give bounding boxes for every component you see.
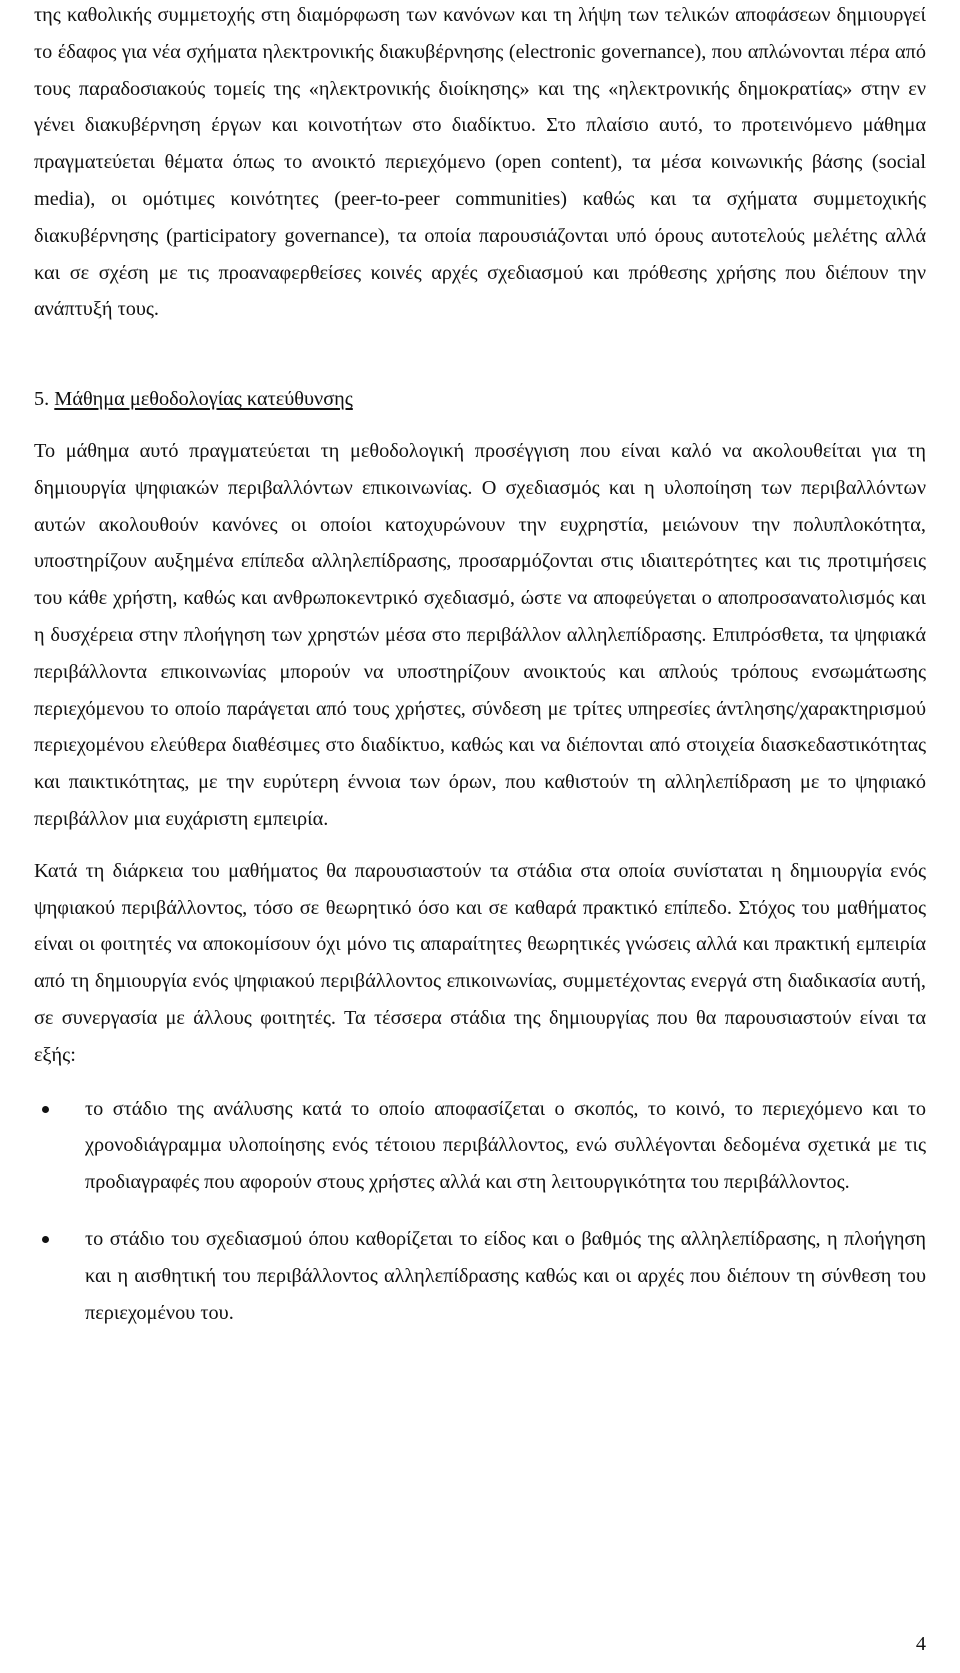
body-paragraph: Το μάθημα αυτό πραγματεύεται τη μεθοδολογική προσέγγιση που είναι καλό να ακολουθείται για τη δημιουργία ψηφιακών περιβαλλόντων επικοινωνίας. Ο σχεδιασμός και η υλοποίηση των περιβαλλόντων αυτών ακολουθούν κανόνες οι οποίοι κατοχυρώνουν την ευχρηστία, μειώνουν την πολυπλοκότητα, υποστηρίζουν αυξημένα επίπεδα αλληλεπίδρασης, προσαρμόζονται στις ιδιαιτερότητες και τις προτιμήσεις του κάθε χρήστη, καθώς και ανθρωποκεντρικό σχεδιασμό, ώστε να αποφεύγεται ο αποπροσανατολισμός και η δυσχέρεια στην πλοήγηση των χρηστών μέσα στο περιβάλλον αλληλεπίδρασης. Επιπρόσθετα, τα ψηφιακά περιβάλλοντα επικοινωνίας μπορούν να υποστηρίζουν ανοικτούς και απλούς τρόπους ενσωμάτωσης περιεχόμενου το οποίο παράγεται από τους χρήστες, σύνδεση με τρίτες υπηρεσίες άντλησης/χαρακτηρισμού περιεχομένου ελεύθερα διαθέσιμες στο διαδίκτυο, καθώς και να διέπονται από στοιχεία διασκεδαστικότητας και παικτικότητας, με την ευρύτερη έννοια των όρων, που καθιστούν τη αλληλεπίδραση με το ψηφιακό περιβάλλον μια ευχάριστη εμπειρία. xyxy=(34,439,926,830)
bullet-icon xyxy=(42,1236,49,1243)
body-paragraph: Κατά τη διάρκεια του μαθήματος θα παρουσιαστούν τα στάδια στα οποία συνίσταται η δημιουργία ενός ψηφιακού περιβάλλοντος, τόσο σε θεωρητικό όσο και σε καθαρά πρακτικό επίπεδο. Στόχος του μαθήματος είναι οι φοιτητές να αποκομίσουν όχι μόνο τις απαραίτητες θεωρητικές γνώσεις αλλά και πρακτική εμπειρία από τη δημιουργία ενός ψηφιακού περιβάλλοντος επικοινωνίας, συμμετέχοντας ενεργά στη διαδικασία αυτή, σε συνεργασία με άλλους φοιτητές. Τα τέσσερα στάδια της δημιουργίας που θα παρουσιαστούν είναι τα εξής: xyxy=(34,859,926,1066)
section-heading xyxy=(34,381,926,418)
bullet-icon xyxy=(42,1106,49,1113)
list-item xyxy=(34,1221,926,1331)
document-page xyxy=(34,0,926,1331)
stages-list xyxy=(34,1091,926,1332)
list-item-text: το στάδιο της ανάλυσης κατά το οποίο αποφασίζεται ο σκοπός, το κοινό, το περιεχόμενο και το χρονοδιάγραμμα υλοποίησης ενός τέτοιου περιβάλλοντος, ενώ συλλέγονται δεδομένα σχετικά με τις προδιαγραφές που αφορούν στους χρήστες αλλά και στη λειτουργικότητα του περιβάλλοντος. xyxy=(85,1097,926,1194)
page-number: 4 xyxy=(915,1633,926,1655)
section-title: Μάθημα μεθοδολογίας κατεύθυνσης xyxy=(54,388,353,411)
list-item xyxy=(34,1091,926,1201)
list-item-text: το στάδιο του σχεδιασμού όπου καθορίζεται το είδος και ο βαθμός της αλληλεπίδρασης, η πλοήγηση και η αισθητική του περιβάλλοντος αλληλεπίδρασης καθώς και οι αρχές που διέπουν τη σύνθεση του περιεχομένου του. xyxy=(85,1227,926,1324)
body-paragraph-continued: της καθολικής συμμετοχής στη διαμόρφωση των κανόνων και τη λήψη των τελικών αποφάσεων δημιουργεί το έδαφος για νέα σχήματα ηλεκτρονικής διακυβέρνησης (electronic governance), που απλώνονται πέρα από τους παραδοσιακούς τομείς της «ηλεκτρονικής διοίκησης» και της «ηλεκτρονικής δημοκρατίας» στην εν γένει διακυβέρνηση έργων και κοινοτήτων στο διαδίκτυο. Στο πλαίσιο αυτό, το προτεινόμενο μάθημα πραγματεύεται θέματα όπως το ανοικτό περιεχόμενο (open content), τα μέσα κοινωνικής βάσης (social media), οι ομότιμες κοινότητες (peer-to-peer communities) καθώς και τα σχήματα συμμετοχικής διακυβέρνησης (participatory governance), τα οποία παρουσιάζονται υπό όρους αυτοτελούς μελέτης αλλά και σε σχέση με τις προαναφερθείσες κοινές αρχές σχεδιασμού και πρόθεσης χρήσης που διέπουν την ανάπτυξή τους. xyxy=(34,4,926,321)
section-number: 5. xyxy=(34,388,50,411)
